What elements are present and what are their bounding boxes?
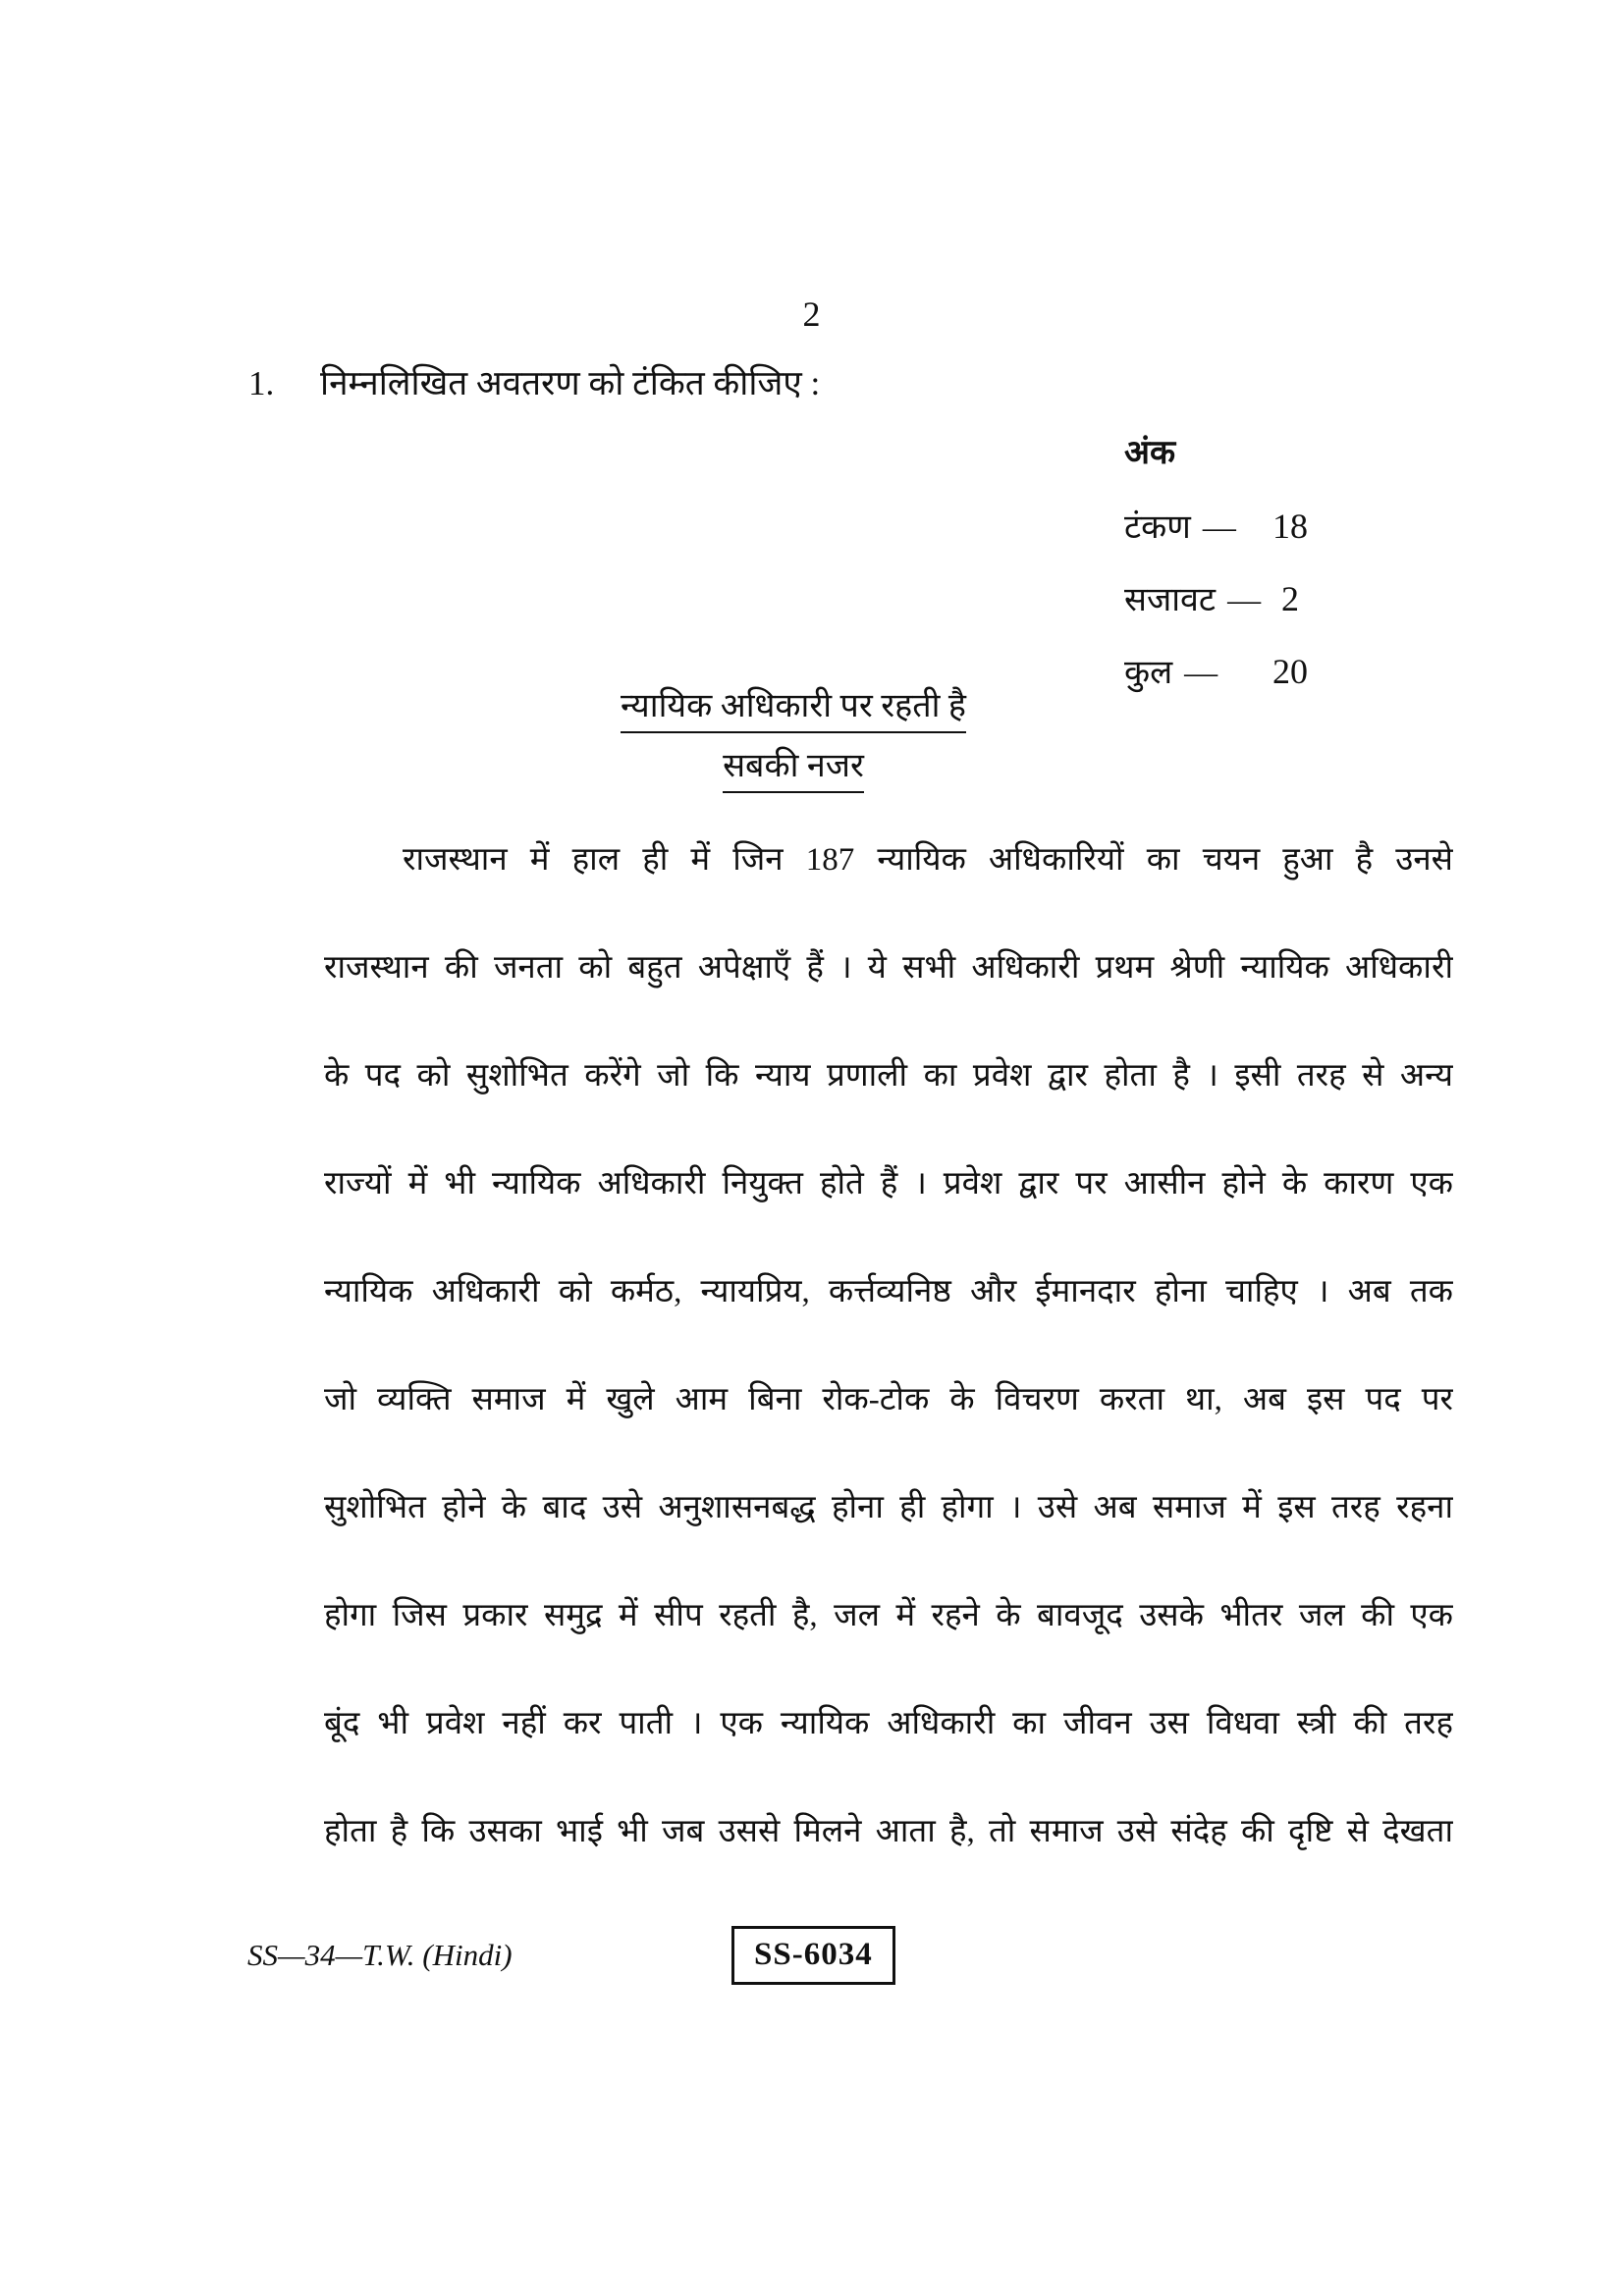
marks-row-typing xyxy=(1124,505,1316,550)
passage-line: जो व्यक्ति समाज में खुले आम बिना रोक-टोक के विचरण करता था, अब इस पद पर xyxy=(324,1382,1453,1417)
passage-line: होगा जिस प्रकार समुद्र में सीप रहती है, जल में रहने के बावजूद उसके भीतर जल की एक xyxy=(324,1598,1453,1633)
dash-separator: — xyxy=(1202,509,1236,546)
passage-line: होता है कि उसका भाई भी जब उससे मिलने आता है, तो समाज उसे संदेह की दृष्टि से देखता xyxy=(324,1814,1453,1849)
paper-code: SS—34—T.W. (Hindi) xyxy=(247,1938,513,1972)
paper-code-box: SS-6034 xyxy=(731,1926,895,1985)
passage-title-line-1 xyxy=(0,687,1587,733)
marks-value-typing: 18 xyxy=(1272,507,1308,546)
marks-value-total: 20 xyxy=(1272,652,1308,691)
passage-line: न्यायिक अधिकारी को कर्मठ, न्यायप्रिय, कर्त्तव्यनिष्ठ और ईमानदार होना चाहिए । अब तक xyxy=(324,1274,1453,1309)
passage-body xyxy=(324,836,1453,1916)
marks-row-decoration xyxy=(1124,577,1316,622)
passage-title-line-2 xyxy=(0,747,1587,793)
dash-separator: — xyxy=(1184,655,1218,691)
passage-line: राजस्थान में हाल ही में जिन 187 न्यायिक अधिकारियों का चयन हुआ है उनसे xyxy=(403,842,1453,878)
marks-value-decoration: 2 xyxy=(1281,579,1299,618)
passage-line: राजस्थान की जनता को बहुत अपेक्षाएँ हैं । ये सभी अधिकारी प्रथम श्रेणी न्यायिक अधिकारी xyxy=(324,950,1453,986)
passage-title-text-2: सबकी नजर xyxy=(723,747,864,793)
dash-separator: — xyxy=(1227,582,1262,618)
marks-label-typing: टंकण xyxy=(1124,509,1191,546)
passage-title-text-1: न्यायिक अधिकारी पर रहती है xyxy=(621,687,966,733)
marks-block xyxy=(1124,432,1316,722)
passage-line: राज्यों में भी न्यायिक अधिकारी नियुक्त होते हैं । प्रवेश द्वार पर आसीन होने के कारण एक xyxy=(324,1166,1453,1201)
marks-header: अंक xyxy=(1124,435,1176,471)
passage-line: बूंद भी प्रवेश नहीं कर पाती । एक न्यायिक अधिकारी का जीवन उस विधवा स्त्री की तरह xyxy=(324,1706,1453,1741)
passage-line: के पद को सुशोभित करेंगे जो कि न्याय प्रणाली का प्रवेश द्वार होता है । इसी तरह से अन्य xyxy=(324,1058,1453,1094)
question-text: निम्नलिखित अवतरण को टंकित कीजिए : xyxy=(320,364,821,402)
question-row xyxy=(248,361,1505,406)
marks-label-decoration: सजावट xyxy=(1124,582,1217,618)
question-number: 1. xyxy=(248,364,275,402)
passage-line: सुशोभित होने के बाद उसे अनुशासनबद्ध होना ही होगा । उसे अब समाज में इस तरह रहना xyxy=(324,1490,1453,1525)
marks-label-total: कुल xyxy=(1124,655,1173,691)
page-number: 2 xyxy=(802,294,821,334)
passage-title xyxy=(0,687,1587,807)
